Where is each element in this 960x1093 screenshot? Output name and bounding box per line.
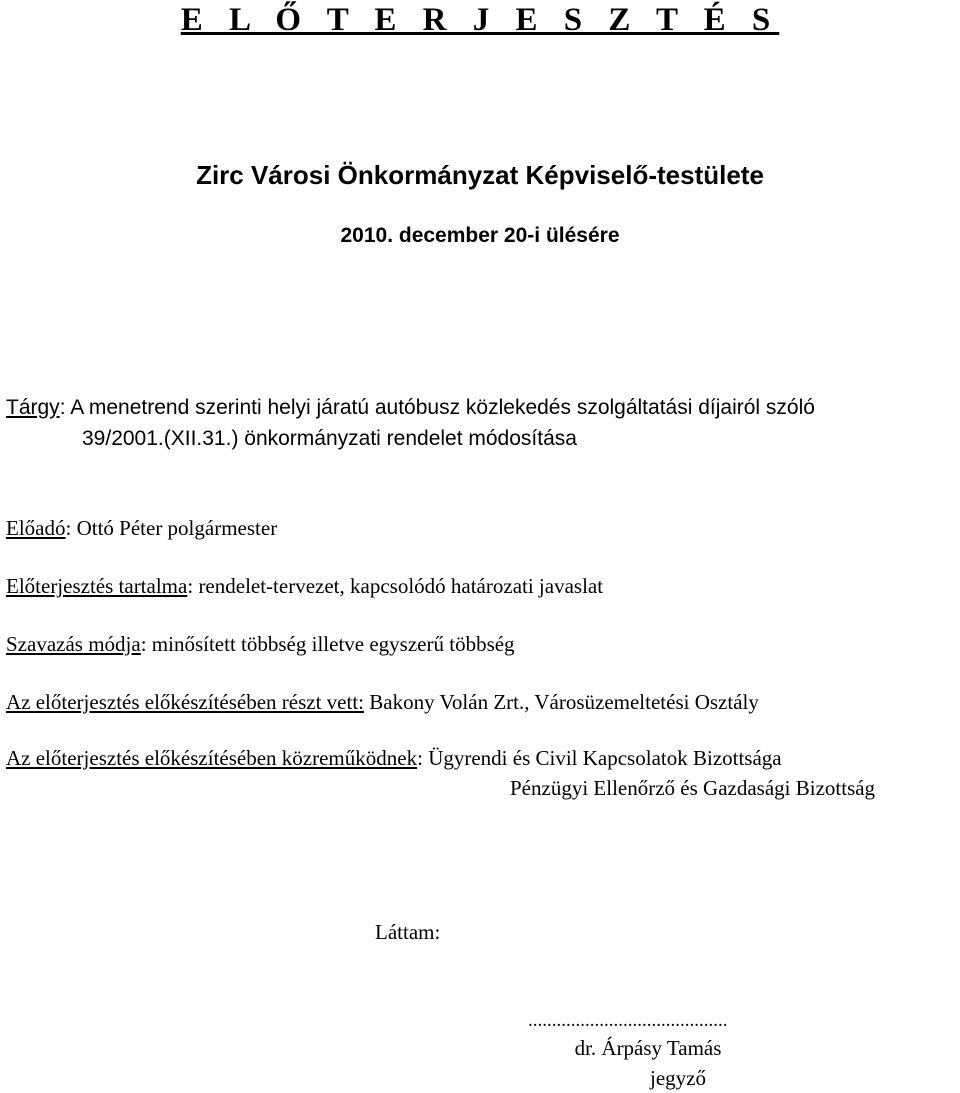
cooperated-label: Az előterjesztés előkészítésében közreműködnek	[6, 746, 418, 770]
content-row: Előterjesztés tartalma: rendelet-tervezet, kapcsolódó határozati javaslat	[6, 574, 604, 598]
presenter-value: Ottó Péter polgármester	[76, 516, 278, 540]
content-value: rendelet-tervezet, kapcsolódó határozati javaslat	[198, 574, 604, 598]
presenter-label: Előadó	[6, 516, 66, 540]
cooperated-row: Az előterjesztés előkészítésében közreműködnek: Ügyrendi és Civil Kapcsolatok Bizottsága	[6, 746, 782, 770]
presenter-row: Előadó: Ottó Péter polgármester	[6, 516, 278, 540]
voting-row: Szavazás módja: minősített többség illetve egyszerű többség	[6, 632, 515, 656]
subject-text-2: 39/2001.(XII.31.) önkormányzati rendelet módosítása	[82, 427, 577, 450]
voting-value: minősített többség illetve egyszerű többség	[151, 632, 515, 656]
meeting-date: 2010. december 20-i ülésére	[340, 224, 620, 247]
organization-name: Zirc Városi Önkormányzat Képviselő-testülete	[196, 160, 764, 190]
approval-label: Láttam:	[375, 920, 441, 944]
prepared-label: Az előterjesztés előkészítésében részt vett:	[6, 690, 365, 714]
subject-text-1: A menetrend szerinti helyi járatú autóbusz közlekedés szolgáltatási díjairól szóló	[70, 396, 815, 419]
content-label: Előterjesztés tartalma	[6, 574, 188, 598]
cooperated-value-1: Ügyrendi és Civil Kapcsolatok Bizottsága	[428, 746, 782, 770]
prepared-row	[6, 690, 759, 715]
cooperated-value-2: Pénzügyi Ellenőrző és Gazdasági Bizottság	[510, 776, 876, 800]
signer-role: jegyző	[650, 1066, 706, 1090]
voting-label: Szavazás módja	[6, 632, 141, 656]
subject-label: Tárgy	[6, 396, 60, 419]
subject-line-1: Tárgy: A menetrend szerinti helyi járatú autóbusz közlekedés szolgáltatási díjairól szóló	[6, 396, 815, 419]
document-title: E L Ő T E R J E S Z T É S	[180, 2, 780, 38]
signer-name: dr. Árpásy Tamás	[574, 1036, 722, 1060]
prepared-value: Bakony Volán Zrt., Városüzemeltetési Osztály	[369, 690, 759, 714]
signature-line: ..........................................	[528, 1010, 728, 1031]
